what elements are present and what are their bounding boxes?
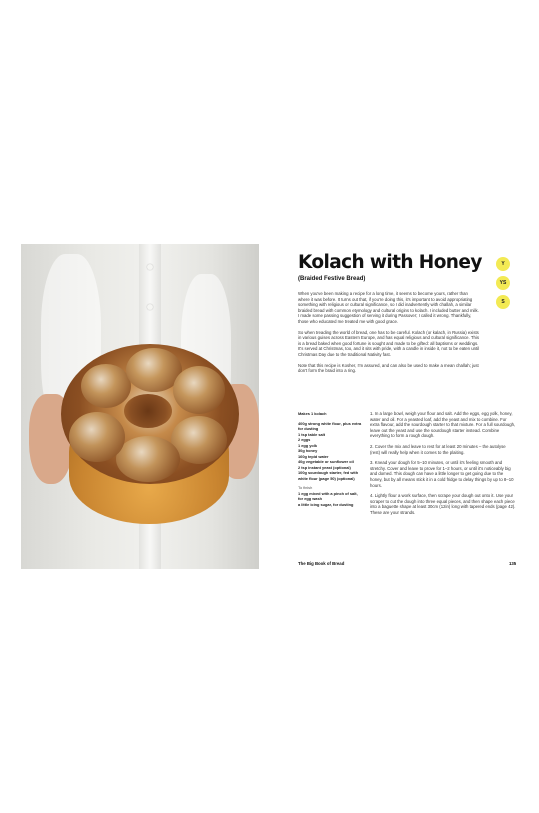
method-step: 3. Knead your dough for 5–10 minutes, or until it's feeling smooth and stretchy. Cover and leave to prove for 1–2 hours, or until it's noticeably big and domed. This dough can have a little longer to get going due to the honey, but by all means stick it in a cold fridge to delay things by up to 8–10 hours. (370, 460, 514, 488)
method-step: 2. Cover the mix and leave to rest for at least 20 minutes – the autolyse (rest) will really help when it comes to the plaiting. (370, 443, 506, 455)
ingredients-list (298, 411, 362, 507)
kolach-photo (21, 244, 259, 569)
recipe-title: Kolach with Honey (298, 252, 482, 273)
intro-paragraph: So when treading the world of bread, one has to be careful. Kolach (or kalach, in Russia) exists in various guises across Eastern Europe, and has equal religious and cultural significance. This is a bread baked when good fortune is sought and made to be gifted: all baptisms or weddings. It's served at Christmas, too, and it sits with pride, with a candle in inside it, not to be eaten until Christmas Day due to the traditional Nativity fast. (298, 329, 480, 357)
method-steps (370, 411, 516, 521)
ingredient-item: 40g vegetable or sunflower oil (298, 459, 354, 464)
badge-yeast-sourdough: YS (496, 276, 510, 290)
ingredient-item: 400g strong white flour, plus extra for dusting (298, 420, 362, 431)
method-step: 1. In a large bowl, weigh your flour and salt. Add the eggs, egg yolk, honey, water and oil. For a yeasted loaf, add the yeast and mix to combine. For extra flavour, add the sourdough starter to that mixture. For a full sourdough, leave out the yeast and use the sourdough starter instead. Combine everything to form a rough dough. (370, 411, 516, 439)
ingredient-item: 160g tepid water (298, 453, 329, 459)
to-finish-item: 1 egg mixed with a pinch of salt, for egg wash (298, 490, 358, 501)
method-step: 4. Lightly flour a work surface, then scrape your dough out onto it. Use your scraper to cut the dough into three equal pieces, and then shape each piece into a baguette shape at least 30cm (12in) long with tapered ends (page 42). These are your strands. (370, 493, 516, 515)
ingredient-item: 2 eggs (298, 437, 311, 442)
book-title-footer: The Big Book of Bread (298, 561, 345, 566)
recipe-subtitle: (Braided Festive Bread) (298, 276, 366, 282)
to-finish-item: a little icing sugar, for dusting (298, 501, 354, 507)
badge-yeast: Y (496, 257, 510, 271)
ingredient-item: 1 egg yolk (298, 442, 318, 448)
ingredient-item: 1 tsp table salt (298, 431, 326, 437)
ingredient-item: 2 tsp instant yeast (optional) (298, 464, 351, 470)
intro-paragraph: When you've been making a recipe for a long time, it seems to become yours, rather than where it was before. It turns out that, if you're doing this, it's important to avoid appropriating something with religious or cultural significance, so I did inadvertently with challah, a similar braided bread with common etymology and cultural origins to kolach. I included butter and milk. I made some passing suggestion of serving it during Passover; I called it wrong. Thankfully, those who educated me treated me with good grace. (298, 291, 479, 324)
to-finish-heading: To finish (298, 485, 313, 490)
ingredients-heading: Makes 1 kolach (298, 411, 327, 416)
ingredient-item: 100g sourdough starter, fed with white flour (page 50) (optional) (298, 470, 359, 481)
badge-sourdough: S (496, 295, 510, 309)
recipe-intro (298, 291, 480, 379)
ingredient-item: 30g honey (298, 448, 318, 453)
intro-paragraph: Note that this recipe is Kosher, I'm assured, and can also be used to make a mean challah; just don't form the braid into a ring. (298, 362, 479, 374)
page-number: 135 (509, 561, 517, 566)
